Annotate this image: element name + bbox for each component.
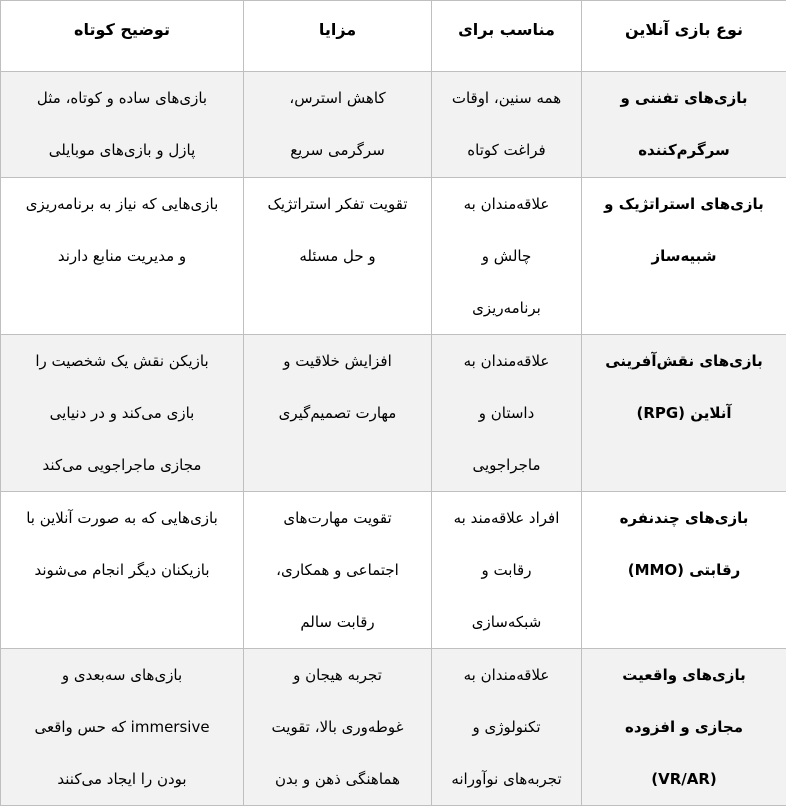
- cell-line: ماجراجویی: [438, 439, 575, 491]
- cell-type: [582, 335, 786, 492]
- cell-description: [1, 72, 244, 178]
- table-row: [1, 335, 786, 492]
- cell-fit: [432, 335, 582, 492]
- cell-line: بازیکن نقش یک شخصیت را: [7, 335, 237, 387]
- cell-type: [582, 649, 786, 806]
- cell-line: اجتماعی و همکاری،: [250, 544, 425, 596]
- cell-description: [1, 335, 244, 492]
- cell-line: و حل مسئله: [250, 230, 425, 282]
- cell-line: بازی‌های ساده و کوتاه، مثل: [7, 72, 237, 124]
- table-row: [1, 649, 786, 806]
- cell-line: داستان و: [438, 387, 575, 439]
- cell-line: سرگرمی سریع: [250, 124, 425, 176]
- cell-line: برنامه‌ریزی: [438, 282, 575, 334]
- cell-type: [582, 72, 786, 178]
- cell-description: [1, 178, 244, 335]
- cell-line: تقویت تفکر استراتژیک: [250, 178, 425, 230]
- cell-line: چالش و: [438, 230, 575, 282]
- cell-line: تقویت مهارت‌های: [250, 492, 425, 544]
- cell-type: [582, 492, 786, 649]
- cell-line: بازی‌های نقش‌آفرینی: [588, 335, 780, 387]
- cell-line: افزایش خلاقیت و: [250, 335, 425, 387]
- cell-line: سرگرم‌کننده: [588, 124, 780, 176]
- cell-line: و مدیریت منابع دارند: [7, 230, 237, 282]
- table-row: [1, 72, 786, 178]
- cell-description: [1, 492, 244, 649]
- cell-line: بازی‌های واقعیت: [588, 649, 780, 701]
- table-header-row: [1, 1, 786, 72]
- cell-line: هماهنگی ذهن و بدن: [250, 753, 425, 805]
- cell-line: علاقه‌مندان به: [438, 178, 575, 230]
- cell-line: مهارت تصمیم‌گیری: [250, 387, 425, 439]
- cell-line: شبکه‌سازی: [438, 596, 575, 648]
- cell-line: همه سنین، اوقات: [438, 72, 575, 124]
- cell-advantages: [244, 335, 432, 492]
- cell-line: مجازی و افزوده: [588, 701, 780, 753]
- header-advantages: مزایا: [244, 1, 432, 72]
- cell-line: علاقه‌مندان به: [438, 649, 575, 701]
- cell-advantages: [244, 72, 432, 178]
- cell-line: بازی‌های تفننی و: [588, 72, 780, 124]
- cell-description: [1, 649, 244, 806]
- cell-fit: [432, 72, 582, 178]
- cell-line: (VR/AR): [588, 753, 780, 805]
- cell-line: تجربه‌های نوآورانه: [438, 753, 575, 805]
- cell-line: افراد علاقه‌مند به: [438, 492, 575, 544]
- cell-line: رقابتی (MMO): [588, 544, 780, 596]
- cell-line: بازی‌هایی که به صورت آنلاین با: [7, 492, 237, 544]
- cell-line: تکنولوژی و: [438, 701, 575, 753]
- cell-line: شبیه‌ساز: [588, 230, 780, 282]
- cell-line: فراغت کوتاه: [438, 124, 575, 176]
- table-row: [1, 178, 786, 335]
- cell-line: رقابت و: [438, 544, 575, 596]
- cell-fit: [432, 178, 582, 335]
- cell-type: [582, 178, 786, 335]
- cell-advantages: [244, 178, 432, 335]
- cell-line: پازل و بازی‌های موبایلی: [7, 124, 237, 176]
- cell-line: بازی‌های استراتژیک و: [588, 178, 780, 230]
- header-type: نوع بازی آنلاین: [582, 1, 786, 72]
- cell-line: immersive که حس واقعی: [7, 701, 237, 753]
- header-description: توضیح کوتاه: [1, 1, 244, 72]
- cell-line: بازی‌های چندنفره: [588, 492, 780, 544]
- cell-line: بازیکنان دیگر انجام می‌شوند: [7, 544, 237, 596]
- cell-line: کاهش استرس،: [250, 72, 425, 124]
- cell-line: بازی‌های سه‌بعدی و: [7, 649, 237, 701]
- header-fit: مناسب برای: [432, 1, 582, 72]
- cell-line: رقابت سالم: [250, 596, 425, 648]
- cell-advantages: [244, 649, 432, 806]
- table-row: [1, 492, 786, 649]
- cell-line: آنلاین (RPG): [588, 387, 780, 439]
- cell-line: بودن را ایجاد می‌کنند: [7, 753, 237, 805]
- cell-line: علاقه‌مندان به: [438, 335, 575, 387]
- cell-fit: [432, 649, 582, 806]
- cell-advantages: [244, 492, 432, 649]
- cell-fit: [432, 492, 582, 649]
- cell-line: بازی می‌کند و در دنیایی: [7, 387, 237, 439]
- cell-line: بازی‌هایی که نیاز به برنامه‌ریزی: [7, 178, 237, 230]
- cell-line: مجازی ماجراجویی می‌کند: [7, 439, 237, 491]
- cell-line: غوطه‌وری بالا، تقویت: [250, 701, 425, 753]
- cell-line: تجربه هیجان و: [250, 649, 425, 701]
